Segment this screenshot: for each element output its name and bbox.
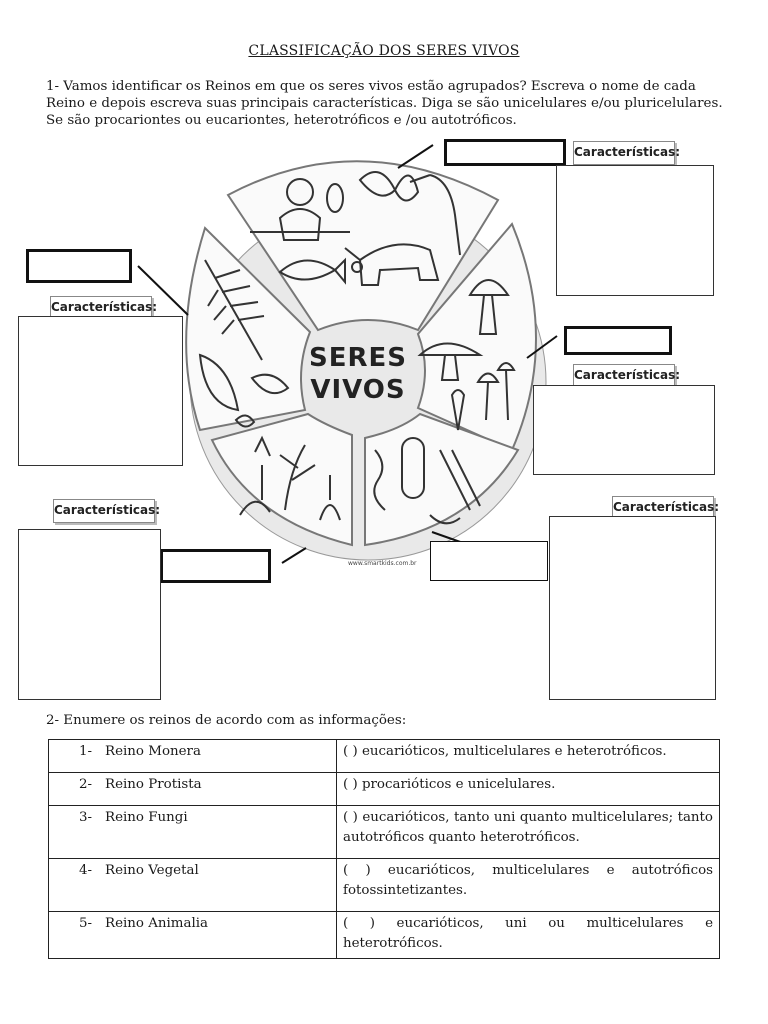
- kingdom-cell: 5- Reino Animalia: [49, 912, 337, 959]
- kingdom-cell: 2- Reino Protista: [49, 773, 337, 806]
- kingdom-cell: 3- Reino Fungi: [49, 806, 337, 859]
- table-row: [49, 912, 720, 959]
- characteristics-box-right[interactable]: [533, 385, 715, 475]
- table-row: [49, 740, 720, 773]
- characteristics-box-left[interactable]: [18, 316, 183, 466]
- kingdom-name-box-top-right[interactable]: [444, 139, 566, 166]
- characteristics-label-right: Características:: [573, 364, 675, 388]
- page-title: CLASSIFICAÇÃO DOS SERES VIVOS: [248, 43, 520, 59]
- characteristics-label-left: Características:: [50, 296, 152, 320]
- description-cell[interactable]: ( ) eucarióticos, multicelulares e autotróficos fotossintetizantes.: [337, 859, 720, 912]
- characteristics-label-top-right: Características:: [573, 141, 675, 165]
- description-cell[interactable]: ( ) eucarióticos, tanto uni quanto multicelulares; tanto autotróficos quanto heterotróficos.: [337, 806, 720, 859]
- kingdoms-diagram: [0, 120, 768, 710]
- characteristics-box-bottom-right[interactable]: [549, 516, 716, 700]
- center-line-1: SERES: [309, 343, 407, 373]
- characteristics-label-bottom-right: Características:: [612, 496, 714, 520]
- characteristics-label-bottom-left: Características:: [53, 499, 155, 523]
- kingdom-name-box-left[interactable]: [26, 249, 132, 283]
- table-row: [49, 859, 720, 912]
- diagram-center-title: [296, 342, 420, 406]
- description-cell[interactable]: ( ) eucarióticos, uni ou multicelulares e heterotróficos.: [337, 912, 720, 959]
- kingdom-name-box-right[interactable]: [564, 326, 672, 355]
- table-row: [49, 773, 720, 806]
- question-2-text: 2- Enumere os reinos de acordo com as informações:: [46, 713, 407, 728]
- kingdoms-table: [48, 739, 720, 959]
- image-credit: www.smartkids.com.br: [348, 560, 417, 567]
- question-1-text: 1- Vamos identificar os Reinos em que os seres vivos estão agrupados? Escreva o nome de cada Reino e depois escreva suas principais características. Diga se são unicelulares e/ou pluricelulares. Se são procariontes ou eucariontes, heterotróficos e /ou autotróficos.: [46, 79, 723, 128]
- center-line-2: VIVOS: [310, 375, 406, 405]
- table-row: [49, 806, 720, 859]
- kingdom-name-box-bottom-left[interactable]: [160, 549, 271, 583]
- characteristics-box-top-right[interactable]: [556, 165, 714, 296]
- description-cell[interactable]: ( ) eucarióticos, multicelulares e heterotróficos.: [337, 740, 720, 773]
- characteristics-box-bottom-left[interactable]: [18, 529, 161, 700]
- description-cell[interactable]: ( ) procarióticos e unicelulares.: [337, 773, 720, 806]
- kingdom-cell: 4- Reino Vegetal: [49, 859, 337, 912]
- kingdom-cell: 1- Reino Monera: [49, 740, 337, 773]
- kingdom-name-box-bottom-right[interactable]: [430, 541, 548, 581]
